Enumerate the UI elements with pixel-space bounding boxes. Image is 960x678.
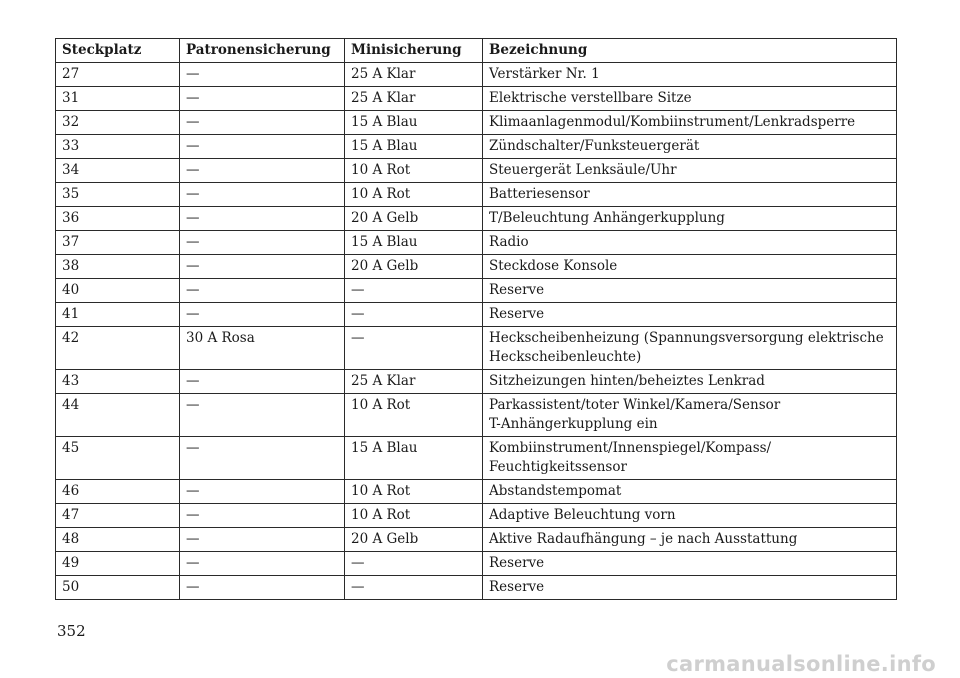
cell-bezeichnung-text: Kombiinstrument/Innenspiegel/Kompass/ (489, 440, 772, 456)
cell-minisicherung (345, 327, 483, 370)
cell-minisicherung-text: 25 A Klar (351, 90, 416, 106)
cell-patronensicherung (180, 303, 345, 327)
cell-steckplatz-text: 47 (62, 507, 80, 523)
cell-steckplatz-text: 44 (62, 397, 80, 413)
cell-minisicherung-text: 15 A Blau (351, 114, 418, 130)
fuse-table (55, 38, 897, 600)
cell-minisicherung (345, 111, 483, 135)
cell-steckplatz (56, 504, 180, 528)
cell-minisicherung (345, 279, 483, 303)
cell-patronensicherung (180, 255, 345, 279)
table-row (56, 207, 897, 231)
cell-patronensicherung-text: — (186, 114, 200, 130)
page-number: 352 (57, 622, 86, 640)
cell-steckplatz (56, 135, 180, 159)
table-row (56, 552, 897, 576)
cell-steckplatz (56, 63, 180, 87)
cell-minisicherung-text: — (351, 282, 365, 298)
cell-patronensicherung (180, 183, 345, 207)
cell-patronensicherung-text: — (186, 138, 200, 154)
cell-patronensicherung-text: — (186, 234, 200, 250)
cell-steckplatz (56, 576, 180, 600)
cell-bezeichnung (483, 135, 897, 159)
cell-minisicherung (345, 255, 483, 279)
cell-patronensicherung (180, 327, 345, 370)
table-row (56, 303, 897, 327)
header-steckplatz: Steckplatz (56, 39, 180, 63)
cell-minisicherung-text: 15 A Blau (351, 440, 418, 456)
cell-minisicherung-text: 25 A Klar (351, 66, 416, 82)
cell-patronensicherung-text: — (186, 531, 200, 547)
cell-minisicherung (345, 87, 483, 111)
cell-steckplatz (56, 370, 180, 394)
cell-steckplatz-text: 37 (62, 234, 80, 250)
cell-bezeichnung (483, 528, 897, 552)
cell-patronensicherung-text: — (186, 90, 200, 106)
cell-bezeichnung (483, 231, 897, 255)
cell-bezeichnung-text: Steuergerät Lenksäule/Uhr (489, 162, 677, 178)
cell-steckplatz (56, 394, 180, 437)
table-row (56, 135, 897, 159)
cell-steckplatz-text: 48 (62, 531, 80, 547)
cell-minisicherung-text: 25 A Klar (351, 373, 416, 389)
cell-minisicherung (345, 135, 483, 159)
cell-minisicherung (345, 480, 483, 504)
cell-patronensicherung-text: — (186, 210, 200, 226)
cell-patronensicherung-text: — (186, 373, 200, 389)
cell-patronensicherung (180, 63, 345, 87)
cell-steckplatz-text: 46 (62, 483, 80, 499)
cell-minisicherung-text: 20 A Gelb (351, 210, 419, 226)
header-bezeichnung: Bezeichnung (483, 39, 897, 63)
cell-patronensicherung (180, 231, 345, 255)
cell-bezeichnung (483, 327, 897, 370)
table-row (56, 159, 897, 183)
cell-patronensicherung-text: 30 A Rosa (186, 330, 255, 346)
cell-patronensicherung-text: — (186, 186, 200, 202)
cell-steckplatz-text: 42 (62, 330, 80, 346)
cell-bezeichnung (483, 279, 897, 303)
cell-patronensicherung-text: — (186, 397, 200, 413)
cell-minisicherung (345, 303, 483, 327)
cell-steckplatz-text: 45 (62, 440, 80, 456)
cell-patronensicherung (180, 552, 345, 576)
cell-patronensicherung (180, 528, 345, 552)
cell-steckplatz (56, 159, 180, 183)
cell-bezeichnung (483, 207, 897, 231)
cell-bezeichnung (483, 576, 897, 600)
cell-minisicherung (345, 576, 483, 600)
cell-minisicherung-text: 20 A Gelb (351, 531, 419, 547)
cell-steckplatz-text: 40 (62, 282, 80, 298)
cell-steckplatz-text: 33 (62, 138, 80, 154)
cell-steckplatz-text: 36 (62, 210, 80, 226)
cell-patronensicherung-text: — (186, 555, 200, 571)
cell-patronensicherung (180, 135, 345, 159)
cell-steckplatz-text: 50 (62, 579, 80, 595)
cell-minisicherung (345, 231, 483, 255)
table-row (56, 87, 897, 111)
cell-steckplatz (56, 480, 180, 504)
cell-minisicherung-text: 15 A Blau (351, 138, 418, 154)
cell-patronensicherung-text: — (186, 483, 200, 499)
cell-steckplatz (56, 183, 180, 207)
cell-steckplatz-text: 35 (62, 186, 80, 202)
cell-steckplatz (56, 207, 180, 231)
cell-minisicherung-text: — (351, 555, 365, 571)
cell-patronensicherung (180, 159, 345, 183)
cell-patronensicherung (180, 437, 345, 480)
cell-bezeichnung-continuation: T-Anhängerkupplung ein (489, 416, 658, 432)
cell-minisicherung (345, 394, 483, 437)
cell-bezeichnung-text: Sitzheizungen hinten/beheiztes Lenkrad (489, 373, 765, 389)
table-row (56, 504, 897, 528)
cell-bezeichnung-text: Adaptive Beleuchtung vorn (489, 507, 676, 523)
cell-bezeichnung (483, 255, 897, 279)
cell-bezeichnung-continuation: Heckscheibenleuchte) (489, 349, 642, 365)
cell-bezeichnung-text: Verstärker Nr. 1 (489, 66, 600, 82)
cell-patronensicherung (180, 87, 345, 111)
cell-minisicherung (345, 370, 483, 394)
cell-bezeichnung-text: Steckdose Konsole (489, 258, 618, 274)
cell-minisicherung-text: 10 A Rot (351, 186, 411, 202)
cell-bezeichnung-text: T/Beleuchtung Anhängerkupplung (489, 210, 725, 226)
cell-bezeichnung (483, 87, 897, 111)
header-minisicherung: Minisicherung (345, 39, 483, 63)
cell-patronensicherung (180, 279, 345, 303)
cell-bezeichnung-text: Reserve (489, 579, 545, 595)
table-row (56, 576, 897, 600)
table-row (56, 279, 897, 303)
cell-patronensicherung (180, 394, 345, 437)
cell-bezeichnung (483, 111, 897, 135)
table-row (56, 111, 897, 135)
table-row (56, 437, 897, 480)
table-row (56, 327, 897, 370)
cell-steckplatz-text: 27 (62, 66, 80, 82)
cell-bezeichnung (483, 504, 897, 528)
table-row (56, 255, 897, 279)
cell-patronensicherung-text: — (186, 282, 200, 298)
cell-bezeichnung (483, 303, 897, 327)
cell-steckplatz-text: 49 (62, 555, 80, 571)
cell-steckplatz (56, 327, 180, 370)
cell-patronensicherung-text: — (186, 579, 200, 595)
cell-minisicherung-text: 10 A Rot (351, 397, 411, 413)
cell-bezeichnung-text: Reserve (489, 555, 545, 571)
cell-bezeichnung-text: Elektrische verstellbare Sitze (489, 90, 692, 106)
cell-steckplatz-text: 41 (62, 306, 80, 322)
table-row (56, 183, 897, 207)
cell-patronensicherung (180, 207, 345, 231)
cell-minisicherung-text: 15 A Blau (351, 234, 418, 250)
cell-patronensicherung-text: — (186, 258, 200, 274)
cell-steckplatz (56, 279, 180, 303)
header-patronensicherung: Patronensicherung (180, 39, 345, 63)
cell-patronensicherung-text: — (186, 306, 200, 322)
cell-bezeichnung (483, 370, 897, 394)
cell-bezeichnung-text: Reserve (489, 282, 545, 298)
cell-steckplatz (56, 87, 180, 111)
cell-steckplatz-text: 31 (62, 90, 80, 106)
cell-patronensicherung (180, 480, 345, 504)
cell-minisicherung-text: — (351, 579, 365, 595)
cell-steckplatz (56, 303, 180, 327)
cell-bezeichnung (483, 480, 897, 504)
cell-patronensicherung (180, 370, 345, 394)
cell-bezeichnung (483, 437, 897, 480)
fuse-table-body (56, 63, 897, 600)
cell-bezeichnung-text: Aktive Radaufhängung – je nach Ausstattung (489, 531, 798, 547)
cell-steckplatz (56, 255, 180, 279)
cell-minisicherung (345, 183, 483, 207)
table-row (56, 63, 897, 87)
cell-bezeichnung-text: Zündschalter/Funksteuergerät (489, 138, 700, 154)
cell-steckplatz-text: 38 (62, 258, 80, 274)
cell-bezeichnung-continuation: Feuchtigkeitssensor (489, 459, 627, 475)
cell-minisicherung (345, 504, 483, 528)
cell-bezeichnung (483, 552, 897, 576)
cell-patronensicherung-text: — (186, 162, 200, 178)
cell-bezeichnung-text: Parkassistent/toter Winkel/Kamera/Sensor (489, 397, 781, 413)
cell-minisicherung (345, 63, 483, 87)
cell-bezeichnung-text: Radio (489, 234, 529, 250)
cell-minisicherung (345, 159, 483, 183)
cell-minisicherung (345, 207, 483, 231)
cell-steckplatz (56, 231, 180, 255)
table-row (56, 528, 897, 552)
cell-bezeichnung (483, 159, 897, 183)
cell-patronensicherung (180, 576, 345, 600)
cell-steckplatz (56, 528, 180, 552)
cell-bezeichnung-text: Abstandstempomat (489, 483, 622, 499)
cell-bezeichnung-text: Klimaanlagenmodul/Kombiinstrument/Lenkradsperre (489, 114, 856, 130)
cell-patronensicherung-text: — (186, 440, 200, 456)
cell-minisicherung-text: 10 A Rot (351, 507, 411, 523)
cell-minisicherung-text: 10 A Rot (351, 162, 411, 178)
table-row (56, 394, 897, 437)
cell-bezeichnung (483, 394, 897, 437)
header-row (56, 39, 897, 63)
cell-steckplatz-text: 32 (62, 114, 80, 130)
table-row (56, 370, 897, 394)
cell-minisicherung-text: — (351, 306, 365, 322)
cell-patronensicherung-text: — (186, 507, 200, 523)
cell-patronensicherung-text: — (186, 66, 200, 82)
cell-patronensicherung (180, 111, 345, 135)
cell-minisicherung (345, 552, 483, 576)
cell-minisicherung-text: 10 A Rot (351, 483, 411, 499)
cell-bezeichnung-text: Heckscheibenheizung (Spannungsversorgung elektrische (489, 330, 884, 346)
cell-minisicherung (345, 528, 483, 552)
cell-bezeichnung-text: Batteriesensor (489, 186, 590, 202)
cell-minisicherung-text: — (351, 330, 365, 346)
watermark: carmanualsonline.info (666, 652, 936, 676)
cell-bezeichnung (483, 63, 897, 87)
fuse-table-header (56, 39, 897, 63)
cell-patronensicherung (180, 504, 345, 528)
cell-minisicherung-text: 20 A Gelb (351, 258, 419, 274)
cell-minisicherung (345, 437, 483, 480)
cell-steckplatz (56, 552, 180, 576)
cell-bezeichnung-text: Reserve (489, 306, 545, 322)
cell-steckplatz (56, 111, 180, 135)
cell-bezeichnung (483, 183, 897, 207)
table-row (56, 231, 897, 255)
cell-steckplatz (56, 437, 180, 480)
cell-steckplatz-text: 34 (62, 162, 80, 178)
table-row (56, 480, 897, 504)
cell-steckplatz-text: 43 (62, 373, 80, 389)
